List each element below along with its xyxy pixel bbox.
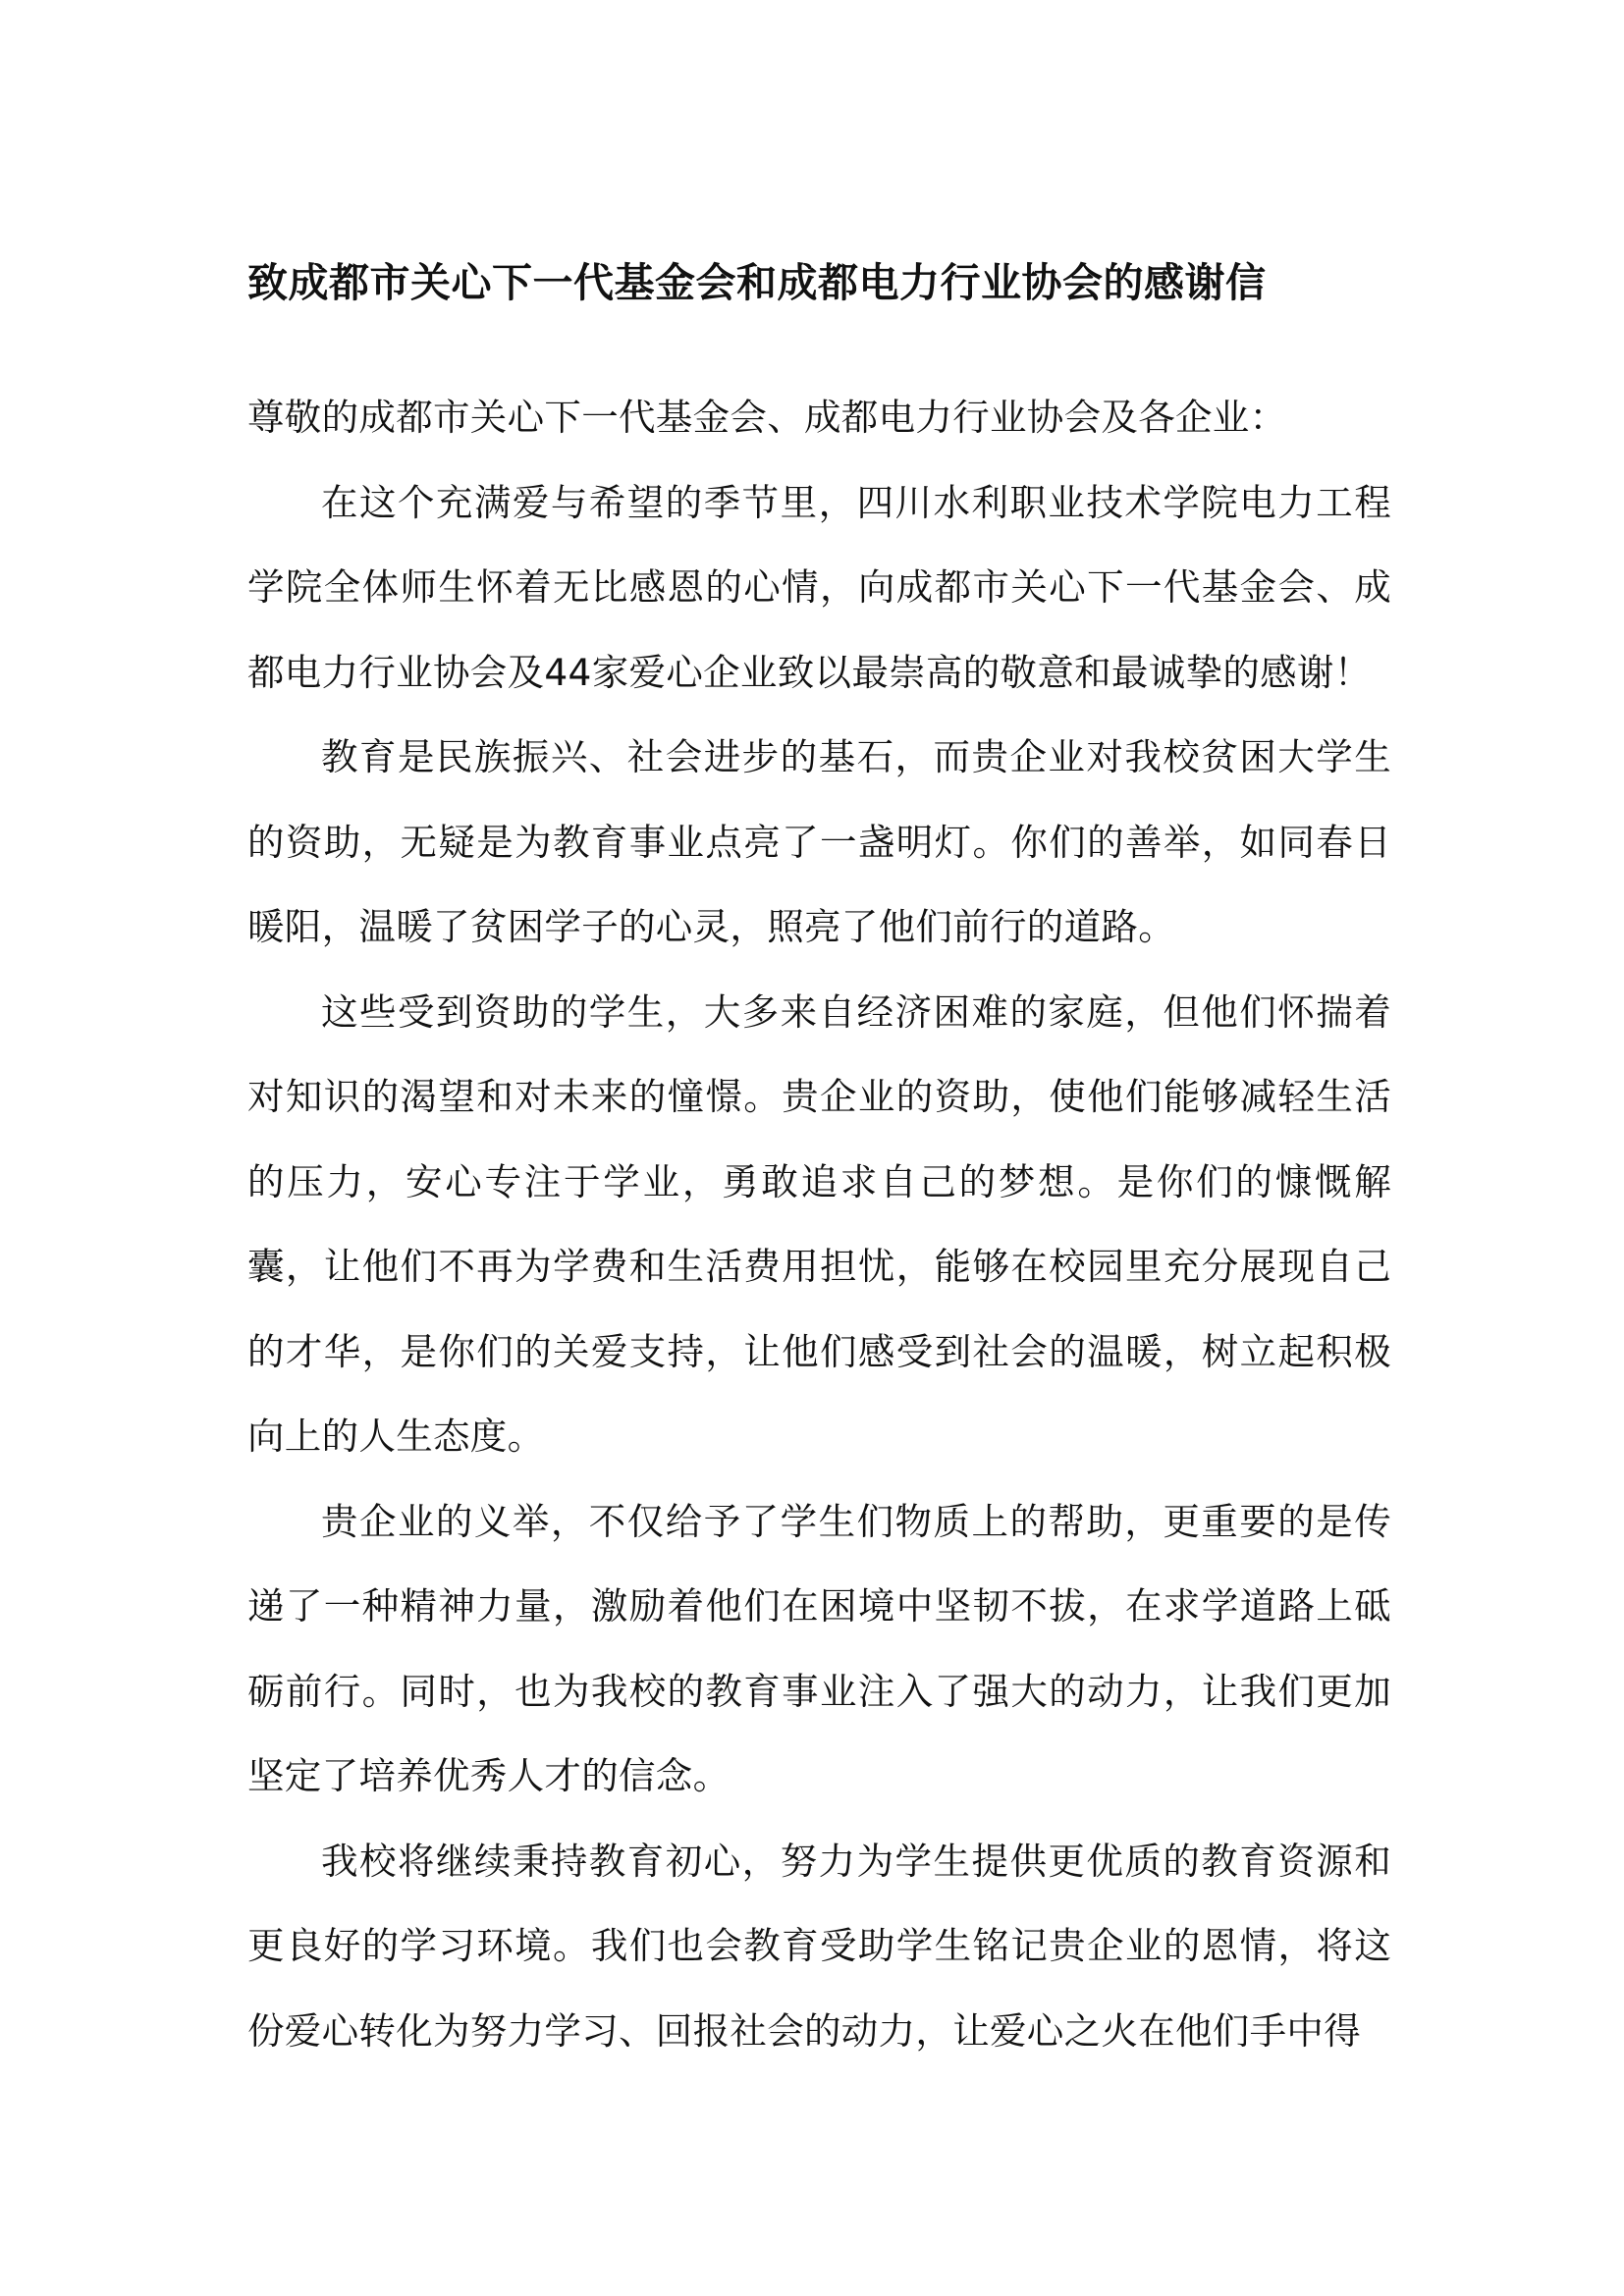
letter-body (247, 375, 1391, 2073)
letter-paragraph-3: 这些受到资助的学生，大多来自经济困难的家庭，但他们怀揣着对知识的渴望和对未来的憧憬。贵企业的资助，使他们能够减轻生活的压力，安心专注于学业，勇敢追求自己的梦想。是你们的慷慨解囊，让他们不再为学费和生活费用担忧，能够在校园里充分展现自己的才华，是你们的关爱支持，让他们感受到社会的温暖，树立起积极向上的人生态度。 (247, 989, 1391, 1458)
letter-paragraph-4: 贵企业的义举，不仅给予了学生们物质上的帮助，更重要的是传递了一种精神力量，激励着他们在困境中坚韧不拔，在求学道路上砥砺前行。同时，也为我校的教育事业注入了强大的动力，让我们更加坚定了培养优秀人才的信念。 (247, 1499, 1391, 1797)
letter-paragraph-2: 教育是民族振兴、社会进步的基石，而贵企业对我校贫困大学生的资助，无疑是为教育事业点亮了一盏明灯。你们的善举，如同春日暖阳，温暖了贫困学子的心灵，照亮了他们前行的道路。 (247, 735, 1391, 948)
letter-salutation: 尊敬的成都市关心下一代基金会、成都电力行业协会及各企业： (247, 396, 1287, 439)
letter-title: 致成都市关心下一代基金会和成都电力行业协会的感谢信 (247, 259, 1267, 306)
letter-paragraph-5: 我校将继续秉持教育初心，努力为学生提供更优质的教育资源和更良好的学习环境。我们也会教育受助学生铭记贵企业的恩情，将这份爱心转化为努力学习、回报社会的动力，让爱心之火在他们手中得 (247, 1839, 1391, 2053)
letter-paragraph-1: 在这个充满爱与希望的季节里，四川水利职业技术学院电力工程学院全体师生怀着无比感恩的心情，向成都市关心下一代基金会、成都电力行业协会及44家爱心企业致以最崇高的敬意和最诚挚的感谢！ (247, 480, 1391, 694)
